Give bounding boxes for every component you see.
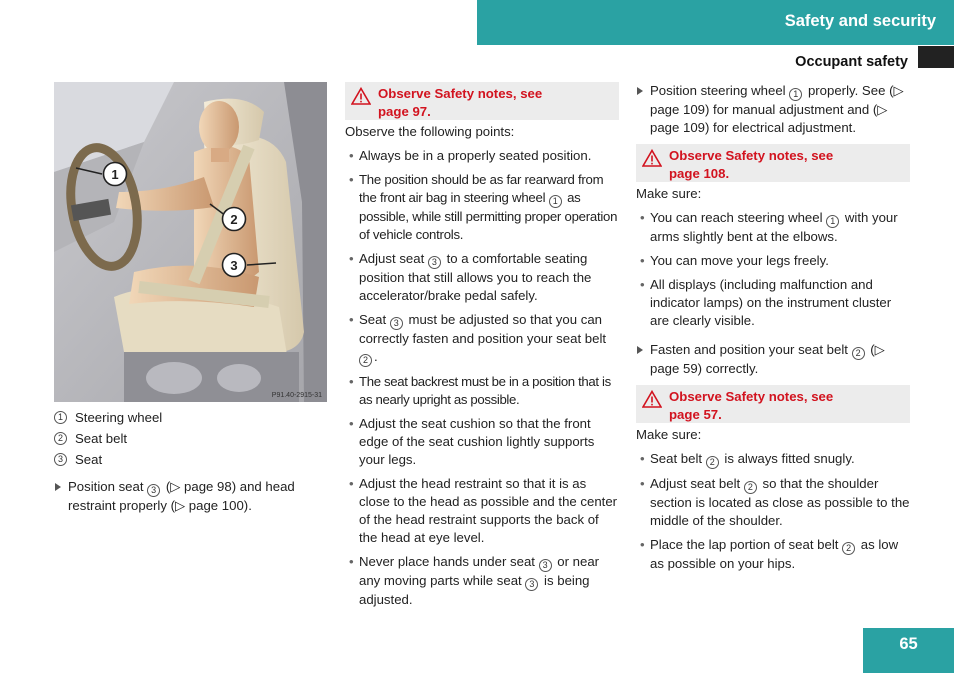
- seat-position-illustration: [54, 82, 327, 402]
- reference-number: 3: [390, 317, 403, 330]
- page-number-box: [863, 628, 954, 673]
- reference-number: 3: [525, 578, 538, 591]
- bullet-item: • Place the lap portion of seat belt 2 as low as possible on your hips.: [636, 536, 910, 573]
- bullet-item: • You can reach steering wheel 1 with your arms slightly bent at the elbows.: [636, 209, 910, 246]
- instruction-step: Position seat 3 (▷ page 98) and head restraint properly (▷ page 100).: [54, 478, 327, 515]
- bullet-item: • Adjust the seat cushion so that the front edge of the seat cushion lightly supports your legs.: [345, 415, 619, 469]
- reference-number: 2: [706, 456, 719, 469]
- reference-number: 3: [539, 559, 552, 572]
- svg-text:2: 2: [230, 212, 238, 227]
- warning-box: Observe Safety notes, see page 108.: [636, 144, 910, 182]
- callout-2: [223, 208, 246, 231]
- legend-label: Seat: [75, 451, 103, 467]
- reference-number: 2: [54, 432, 67, 445]
- make-sure-text: Make sure:: [636, 427, 702, 442]
- bullet-item: • Seat belt 2 is always fitted snugly.: [636, 450, 910, 469]
- legend-label: Steering wheel: [75, 409, 163, 425]
- page-number: 65: [899, 635, 918, 653]
- intro-text: Observe the following points:: [345, 124, 515, 139]
- occupant-illustration-svg: [54, 82, 327, 402]
- instruction-step: Position steering wheel 1 properly. See (▷ page 109) for manual adjustment and (▷ page 109) for electrical adjustment.: [636, 82, 910, 137]
- column-right: [636, 82, 910, 579]
- reference-number: 1: [54, 411, 67, 424]
- bullet-item: • All displays (including malfunction and indicator lamps) on the instrument cluster are clearly visible.: [636, 276, 910, 330]
- bullet-item: • The position should be as far rearward from the front air bag in steering wheel 1 as possible, while still permitting proper operation of vehicle controls.: [345, 171, 619, 244]
- section-tab-marker: [918, 46, 954, 68]
- bullet-item: • The seat backrest must be in a position that is as nearly upright as possible.: [345, 373, 619, 409]
- reference-number: 2: [842, 542, 855, 555]
- bullet-item: • Never place hands under seat 3 or near any moving parts while seat 3 is being adjusted.: [345, 553, 619, 609]
- section-title: Occupant safety: [795, 54, 908, 70]
- legend-item: [54, 407, 327, 428]
- warning-triangle-icon: [642, 390, 662, 408]
- make-sure-text: Make sure:: [636, 186, 702, 201]
- bullet-item: • Adjust seat 3 to a comfortable seating position that still allows you to reach the accelerator/brake pedal safely.: [345, 250, 619, 305]
- reference-number: 3: [147, 484, 160, 497]
- legend-item: [54, 428, 327, 449]
- warning-box: Observe Safety notes, see page 97.: [345, 82, 619, 120]
- chapter-title: Safety and security: [784, 12, 936, 30]
- warning-triangle-icon: [351, 87, 371, 105]
- reference-number: 2: [744, 481, 757, 494]
- callout-1: [104, 163, 127, 186]
- reference-number: 2: [359, 354, 372, 367]
- header-bar: [477, 0, 954, 45]
- bullet-item: • Adjust seat belt 2 so that the shoulder section is located as close as possible to the middle of the shoulder.: [636, 475, 910, 530]
- svg-text:3: 3: [230, 258, 238, 273]
- reference-number: 2: [852, 347, 865, 360]
- column-left: [54, 407, 327, 515]
- svg-text:1: 1: [111, 167, 119, 182]
- warning-box: Observe Safety notes, see page 57.: [636, 385, 910, 423]
- legend-label: Seat belt: [75, 430, 128, 446]
- bullet-item: • Adjust the head restraint so that it is as close to the head as possible and the center of the head restraint supports the back of the head at eye level.: [345, 475, 619, 547]
- reference-number: 1: [549, 195, 562, 208]
- reference-number: 3: [428, 256, 441, 269]
- column-middle: [345, 82, 619, 615]
- figure-code: P91.40-2915-31: [271, 392, 322, 399]
- reference-number: 1: [789, 88, 802, 101]
- reference-number: 1: [826, 215, 839, 228]
- bullet-item: • Seat 3 must be adjusted so that you can correctly fasten and position your seat belt 2 .: [345, 311, 619, 367]
- instruction-step: Fasten and position your seat belt 2 (▷ page 59) correctly.: [636, 341, 910, 378]
- legend-item: [54, 449, 327, 470]
- bullet-item: • Always be in a properly seated position.: [345, 147, 619, 165]
- bullet-item: • You can move your legs freely.: [636, 252, 910, 270]
- warning-triangle-icon: [642, 149, 662, 167]
- callout-3: [223, 254, 246, 277]
- reference-number: 3: [54, 453, 67, 466]
